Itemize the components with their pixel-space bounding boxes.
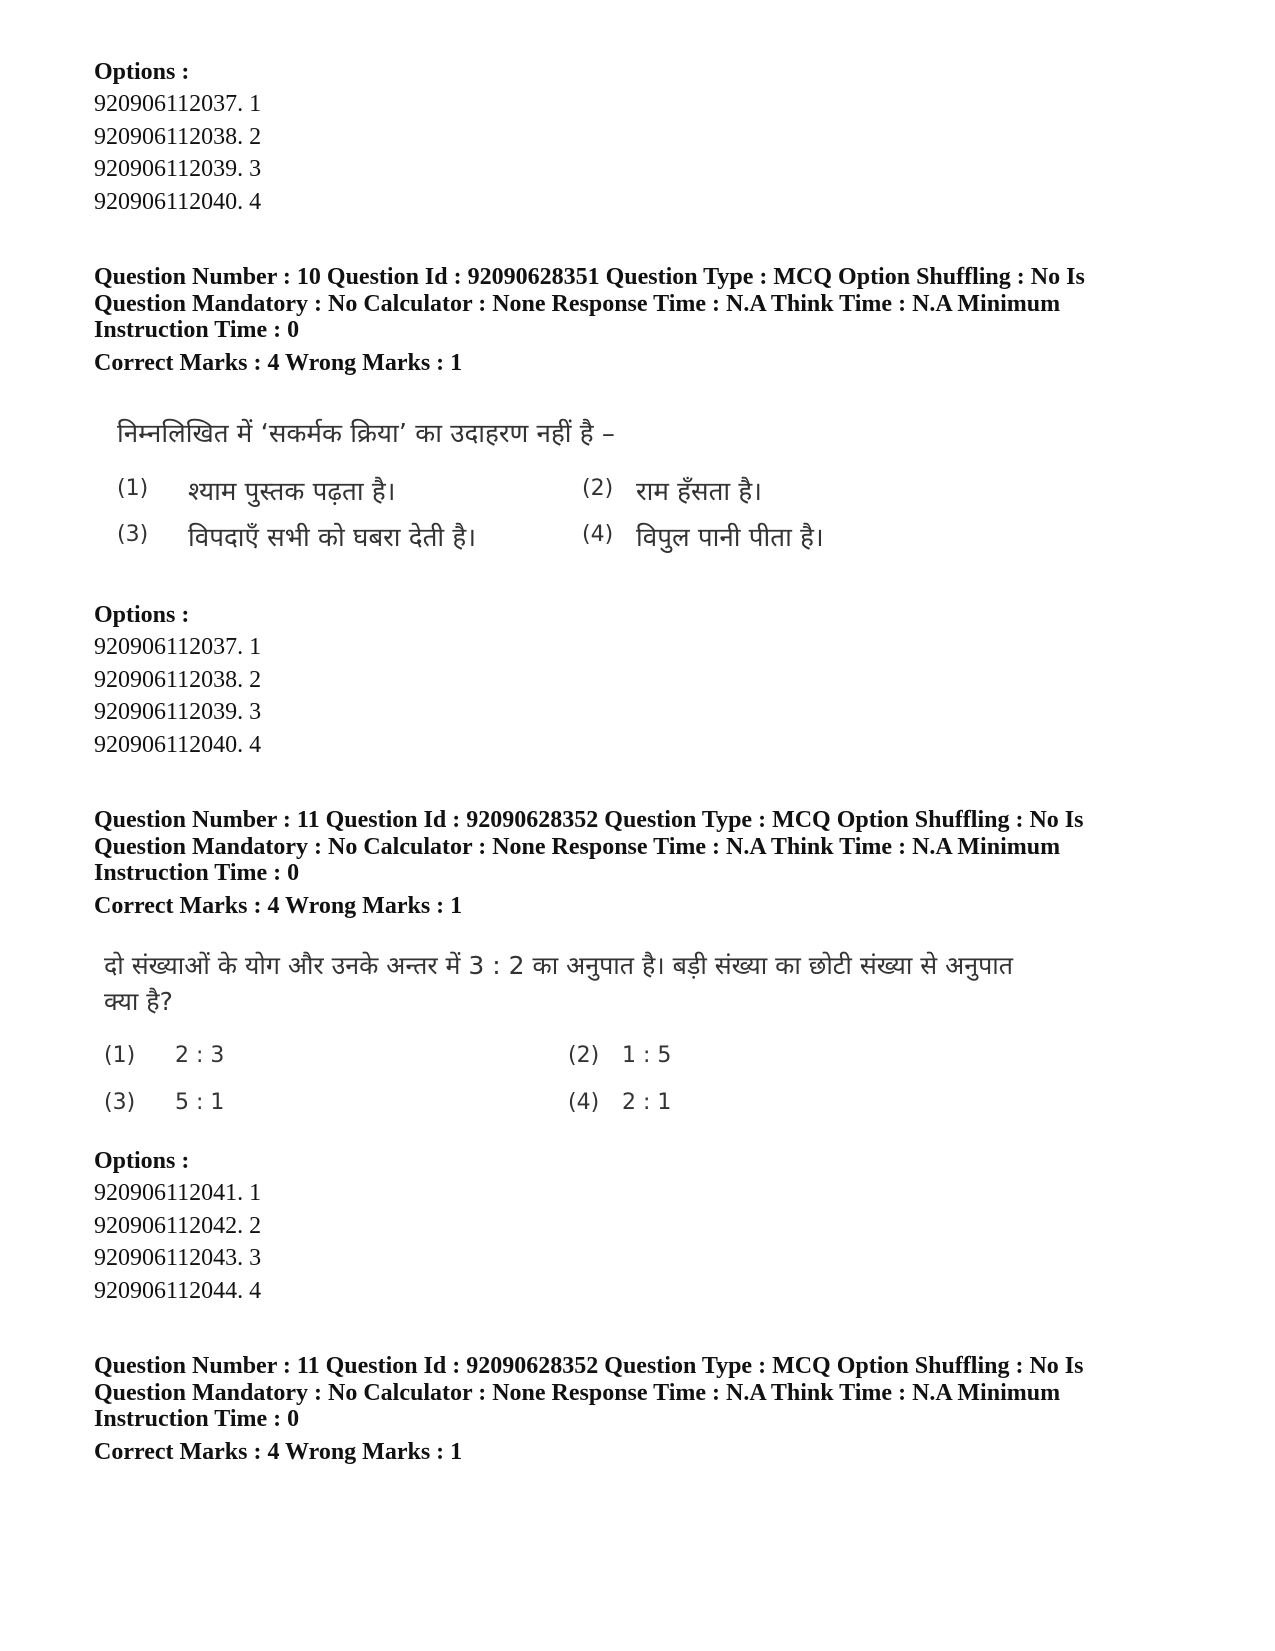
question-meta: Instruction Time : 0: [94, 860, 300, 886]
choice-number: (2): [568, 1043, 600, 1068]
option-item: 920906112039. 3: [94, 699, 262, 725]
question-meta: Instruction Time : 0: [94, 317, 300, 343]
question-marks: Correct Marks : 4 Wrong Marks : 1: [94, 350, 463, 376]
choice-number: (4): [582, 522, 614, 547]
question-marks: Correct Marks : 4 Wrong Marks : 1: [94, 1439, 463, 1465]
choice-number: (3): [117, 522, 149, 547]
choice-number: (1): [104, 1043, 136, 1068]
choice-number: (2): [582, 476, 614, 501]
choice-text: विपुल पानी पीता है।: [636, 523, 824, 553]
choice-text: राम हँसता है।: [636, 477, 763, 507]
option-item: 920906112038. 2: [94, 124, 262, 150]
question-meta: Question Number : 11 Question Id : 92090628352 Question Type : MCQ Option Shuffling : No Is: [94, 807, 1084, 833]
option-item: 920906112039. 3: [94, 156, 262, 182]
question-meta: Instruction Time : 0: [94, 1406, 300, 1432]
question-text: क्या है?: [104, 987, 173, 1016]
choice-text: विपदाएँ सभी को घबरा देती है।: [188, 523, 477, 553]
option-item: 920906112042. 2: [94, 1213, 262, 1239]
choice-text: 1 : 5: [622, 1043, 672, 1068]
option-item: 920906112040. 4: [94, 732, 262, 758]
choice-text: 2 : 1: [622, 1090, 672, 1115]
options-label: Options :: [94, 602, 190, 628]
question-meta: Question Number : 10 Question Id : 92090628351 Question Type : MCQ Option Shuffling : No Is: [94, 264, 1085, 290]
option-item: 920906112037. 1: [94, 91, 262, 117]
option-item: 920906112041. 1: [94, 1180, 262, 1206]
question-meta: Question Number : 11 Question Id : 92090628352 Question Type : MCQ Option Shuffling : No Is: [94, 1353, 1084, 1379]
option-item: 920906112037. 1: [94, 634, 262, 660]
choice-text: 5 : 1: [175, 1090, 225, 1115]
choice-number: (3): [104, 1090, 136, 1115]
option-item: 920906112040. 4: [94, 189, 262, 215]
question-marks: Correct Marks : 4 Wrong Marks : 1: [94, 893, 463, 919]
choice-text: श्याम पुस्तक पढ़ता है।: [188, 477, 396, 507]
question-meta: Question Mandatory : No Calculator : None Response Time : N.A Think Time : N.A Minimum: [94, 834, 1061, 860]
option-item: 920906112044. 4: [94, 1278, 262, 1304]
choice-number: (1): [117, 476, 149, 501]
question-meta: Question Mandatory : No Calculator : None Response Time : N.A Think Time : N.A Minimum: [94, 291, 1061, 317]
question-text: दो संख्याओं के योग और उनके अन्तर में 3 : 2 का अनुपात है। बड़ी संख्या का छोटी संख्या से अनुपात: [104, 951, 1014, 980]
option-item: 920906112038. 2: [94, 667, 262, 693]
options-label: Options :: [94, 1148, 190, 1174]
options-label: Options :: [94, 59, 190, 85]
option-item: 920906112043. 3: [94, 1245, 262, 1271]
choice-text: 2 : 3: [175, 1043, 225, 1068]
question-meta: Question Mandatory : No Calculator : None Response Time : N.A Think Time : N.A Minimum: [94, 1380, 1061, 1406]
choice-number: (4): [568, 1090, 600, 1115]
question-text: निम्नलिखित में ‘सकर्मक क्रिया’ का उदाहरण नहीं है –: [117, 419, 615, 449]
